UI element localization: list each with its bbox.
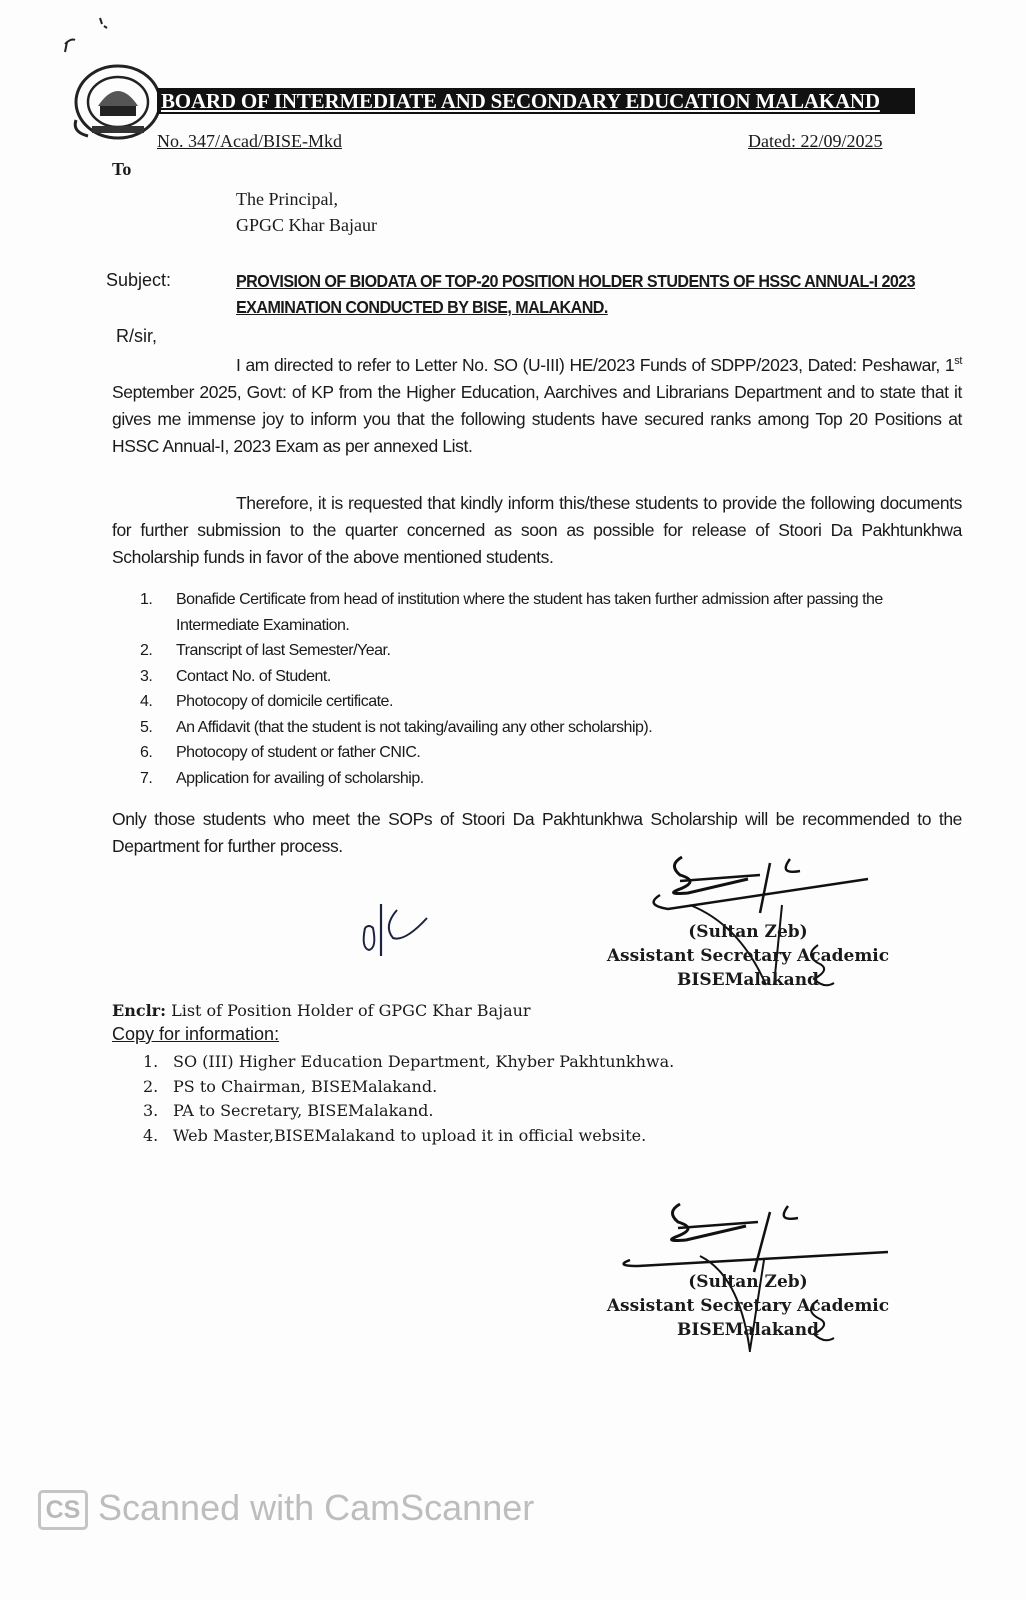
item-text: Bonafide Certificate from head of institution where the student has taken further admission after passing the Intermediate Examination. [176,591,883,634]
para1-text-b: September 2025, Govt: of KP from the Higher Education, Aarchives and Librarians Department and to state that it gives me immense joy to inform you that the following students have secured ranks among Top 20 Positions at HSSC Annual-I, 2023 Exam as per annexed List. [112,381,962,456]
item-number: 1. [140,591,153,608]
camscanner-logo-icon: CS [38,1490,88,1530]
item-number: 4. [140,693,153,710]
signature-block-2 [598,1270,898,1342]
list-item [143,1075,743,1100]
list-item [140,740,962,766]
item-number: 6. [140,744,153,761]
item-number: 3. [143,1101,159,1120]
list-item [143,1124,743,1149]
stray-ink-marks [58,14,118,54]
item-text: PS to Chairman, BISEMalakand. [173,1076,438,1096]
item-number: 1. [143,1052,159,1071]
list-item [143,1099,743,1124]
list-item [140,715,962,741]
signatory-title: Assistant Secretary Academic [606,1296,890,1316]
list-item [140,689,962,715]
org-name-banner: BOARD OF INTERMEDIATE AND SECONDARY EDUCATION MALAKAND [157,88,915,114]
salutation: R/sir, [116,326,158,346]
para1-superscript: st [954,355,962,367]
item-number: 3. [140,667,153,685]
list-item [140,664,962,690]
item-text: Photocopy of student or father CNIC. [176,744,421,761]
item-text: SO (III) Higher Education Department, Khyber Pakhtunkhwa. [173,1052,675,1071]
item-text: Photocopy of domicile certificate. [176,693,393,710]
recipient-title: The Principal, [236,189,338,209]
recipient-institution: GPGC Khar Bajaur [236,215,377,235]
subject-text: PROVISION OF BIODATA OF TOP-20 POSITION HOLDER STUDENTS OF HSSC ANNUAL-I 2023 EXAMINATION CONDUCTED BY BISE, MALAKAND. [236,271,916,317]
board-seal-logo-icon [70,62,162,142]
enclosure-label: Enclr: [112,1001,166,1020]
list-item [143,1050,743,1075]
list-item [140,638,962,664]
signature-block-1 [598,920,898,992]
signatory-name: (Sultan Zeb) [688,922,808,942]
enclosure-text: List of Position Holder of GPGC Khar Bajaur [165,1001,531,1020]
body-paragraph-3: Only those students who meet the SOPs of Stoori Da Pakhtunkhwa Scholarship will be recommended to the Department for further process. [112,809,962,856]
item-text: An Affidavit (that the student is not taking/availing any other scholarship). [176,718,653,736]
required-documents-list [140,587,962,791]
copy-for-information-heading: Copy for information: [112,1024,280,1044]
para2-text: Therefore, it is requested that kindly inform this/these students to provide the following documents for further submission to the quarter concerned as soon as possible for release of Stoori Da Pakhtunkhwa Scholarship funds in favor of the above mentioned students. [112,493,962,567]
to-label: To [112,159,132,179]
subject-label: Subject: [106,270,172,290]
para1-text-a: I am directed to refer to Letter No. SO (U-III) HE/2023 Funds of SDPP/2023, Dated: Peshawar, 1 [236,354,955,375]
handwritten-ok-mark [355,898,445,958]
item-number: 5. [140,718,153,736]
item-text: PA to Secretary, BISEMalakand. [173,1101,434,1120]
copy-recipients-list [143,1050,743,1148]
signatory-office: BISEMalakand [677,970,819,990]
body-paragraph-1 [112,348,962,460]
reference-number: No. 347/Acad/BISE-Mkd [157,131,342,151]
item-number: 4. [143,1125,159,1145]
item-text: Transcript of last Semester/Year. [176,642,391,659]
item-number: 7. [140,769,153,787]
letter-date: Dated: 22/09/2025 [748,131,883,151]
list-item [140,587,962,638]
list-item [140,766,962,792]
enclosure-line [112,1001,531,1020]
item-text: Application for availing of scholarship. [176,769,424,787]
signatory-office: BISEMalakand [677,1320,819,1340]
item-number: 2. [140,642,153,659]
item-text: Contact No. of Student. [176,667,331,685]
body-paragraph-2 [112,490,962,571]
item-number: 2. [143,1076,159,1096]
signatory-name: (Sultan Zeb) [688,1272,808,1292]
camscanner-watermark-text: Scanned with CamScanner [98,1487,535,1528]
item-text: Web Master,BISEMalakand to upload it in official website. [173,1125,647,1145]
signatory-title: Assistant Secretary Academic [606,946,890,966]
